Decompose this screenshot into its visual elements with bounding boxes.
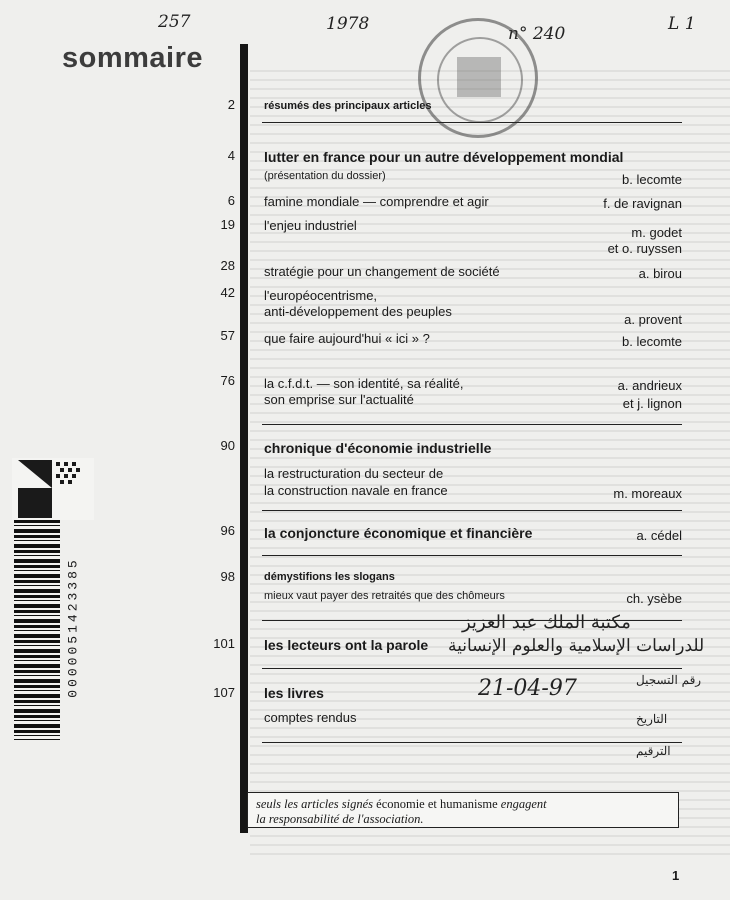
entry-title: chronique d'économie industrielle [264, 440, 492, 456]
arabic-handwriting: للدراسات الإسلامية والعلوم الإنسانية [448, 636, 705, 656]
disclaimer-text: engagent [497, 797, 547, 811]
entry-author: b. lecomte [622, 334, 682, 349]
entry-title-line: son emprise sur l'actualité [264, 392, 414, 407]
entry-title-line: la construction navale en france [264, 483, 448, 498]
entry-page-number: 98 [220, 569, 235, 584]
entry-title: l'européocentrisme, [264, 288, 378, 303]
entry-author: et o. ruyssen [607, 241, 682, 256]
entry-page-number: 4 [227, 148, 235, 163]
handwritten-note-d: L 1 [668, 14, 696, 34]
entry-title: démystifions les slogans [264, 571, 395, 583]
entry-title: les lecteurs ont la parole [264, 637, 429, 653]
entry-title: les livres [264, 685, 324, 701]
entry-title-line: la restructuration du secteur de [264, 466, 444, 481]
barcode-number: 0000051423385 [65, 557, 81, 698]
divider [262, 510, 682, 511]
entry-author: ch. ysèbe [626, 591, 682, 606]
entry-page-number: 57 [220, 328, 235, 343]
entry-title: famine mondiale — comprendre et agir [264, 194, 489, 209]
vertical-rule [240, 44, 248, 833]
handwritten-note-a: 257 [158, 12, 191, 32]
entry-page-number: 90 [220, 438, 235, 453]
disclaimer-text: la responsabilité de l'association. [256, 812, 424, 826]
entry-title: lutter en france pour un autre développement mondial [264, 149, 624, 165]
entry-page-number: 42 [220, 285, 235, 300]
entry-author: et j. lignon [622, 396, 682, 411]
entry-title: l'enjeu industriel [264, 218, 357, 233]
stamp-label-date: التاريخ [636, 712, 668, 726]
entry-page-number: 101 [213, 636, 235, 651]
divider [262, 555, 682, 556]
library-stamp [418, 18, 538, 138]
entry-title: la c.f.d.t. — son identité, sa réalité, [264, 376, 464, 391]
entry-page-number: 19 [220, 217, 235, 232]
entry-page-number: 28 [220, 258, 235, 273]
entry-page-number: 6 [227, 193, 235, 208]
entry-title-line: comptes rendus [264, 710, 357, 725]
entry-title: la conjoncture économique et financière [264, 525, 533, 541]
divider [262, 668, 682, 669]
disclaimer-box [247, 792, 679, 828]
disclaimer-brand: économie et humanisme [376, 797, 498, 811]
divider [262, 424, 682, 425]
entry-title: que faire aujourd'hui « ici » ? [264, 331, 430, 346]
handwritten-date: 21-04-97 [478, 676, 577, 701]
entry-title: résumés des principaux articles [264, 100, 432, 112]
entry-author: a. andrieux [617, 378, 682, 393]
page-title: sommaire [62, 42, 204, 74]
entry-author: f. de ravignan [603, 196, 682, 211]
entry-author: b. lecomte [622, 172, 682, 187]
entry-subtitle: (présentation du dossier) [264, 170, 386, 182]
entry-title: stratégie pour un changement de société [264, 264, 500, 279]
barcode [14, 520, 60, 740]
entry-title-line: mieux vaut payer des retraités que des chômeurs [264, 590, 505, 602]
entry-page-number: 96 [220, 523, 235, 538]
entry-author: m. godet [631, 225, 682, 240]
entry-page-number: 2 [227, 97, 235, 112]
entry-author: m. moreaux [613, 486, 682, 501]
page-number: 1 [672, 868, 680, 883]
entry-author: a. birou [638, 266, 682, 281]
stamp-label-registration: رقم التسجيل [636, 673, 702, 687]
arabic-handwriting: مكتبة الملك عبد العزيز [462, 612, 631, 633]
entry-author: a. provent [624, 312, 682, 327]
entry-title-line: anti-développement des peuples [264, 304, 452, 319]
entry-author: a. cédel [636, 528, 682, 543]
publisher-logo [12, 458, 94, 520]
divider [262, 122, 682, 123]
entry-page-number: 107 [213, 685, 235, 700]
entry-page-number: 76 [220, 373, 235, 388]
stamp-label-classification: الترقيم [636, 744, 671, 758]
divider [262, 742, 682, 743]
handwritten-note-year: 1978 [326, 14, 370, 34]
disclaimer-text: seuls les articles signés [256, 797, 377, 811]
handwritten-note-issue: n° 240 [508, 24, 566, 44]
